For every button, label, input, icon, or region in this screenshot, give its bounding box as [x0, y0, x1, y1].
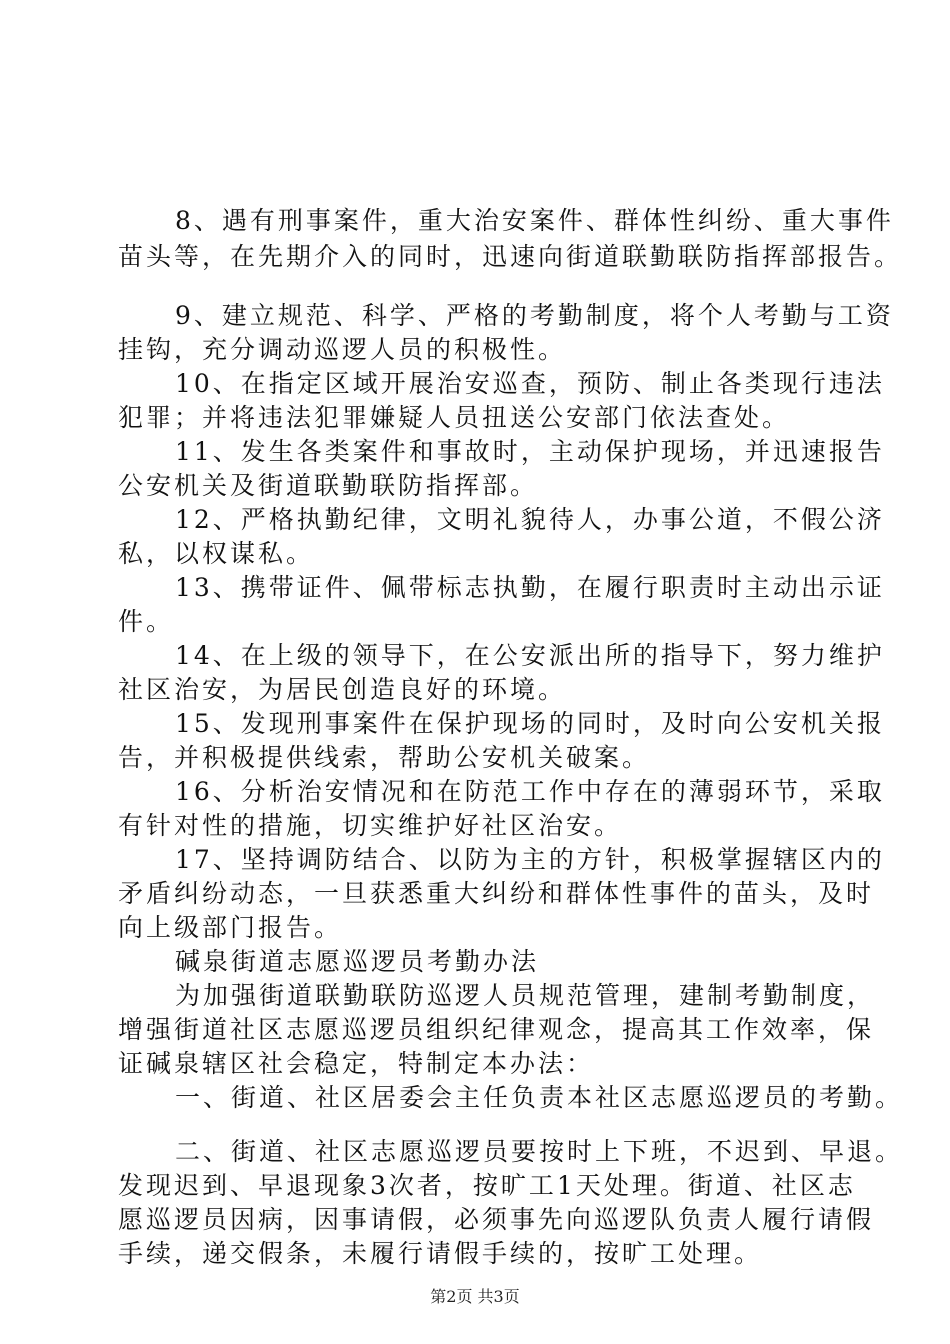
paragraph-line: 社区治安，为居民创造良好的环境。	[118, 675, 567, 704]
paragraph-line: 挂钩，充分调动巡逻人员的积极性。	[118, 335, 567, 364]
paragraph-line: 向上级部门报告。	[118, 913, 343, 942]
paragraph-line: 一、街道、社区居委会主任负责本社区志愿巡逻员的考勤。	[175, 1083, 904, 1112]
paragraph-line: 11、发生各类案件和事故时，主动保护现场，并迅速报告	[175, 437, 885, 466]
paragraph-line: 17、坚持调防结合、以防为主的方针，积极掌握辖区内的	[175, 845, 885, 874]
paragraph-line: 13、携带证件、佩带标志执勤，在履行职责时主动出示证	[175, 573, 885, 602]
paragraph-line: 为加强街道联勤联防巡逻人员规范管理，建制考勤制度，	[175, 981, 876, 1010]
paragraph-line: 告，并积极提供线索，帮助公安机关破案。	[118, 743, 651, 772]
paragraph-line: 12、严格执勤纪律，文明礼貌待人，办事公道，不假公济	[175, 505, 885, 534]
section-title: 碱泉街道志愿巡逻员考勤办法	[175, 947, 540, 976]
paragraph-line: 件。	[118, 607, 175, 636]
paragraph-line: 犯罪；并将违法犯罪嫌疑人员扭送公安部门依法查处。	[118, 403, 791, 432]
page-number-footer: 第2页 共3页	[430, 1287, 520, 1306]
paragraph-line: 公安机关及街道联勤联防指挥部。	[118, 471, 539, 500]
paragraph-line: 证碱泉辖区社会稳定，特制定本办法：	[118, 1049, 595, 1078]
paragraph-line: 有针对性的措施，切实维护好社区治安。	[118, 811, 623, 840]
paragraph-line: 10、在指定区域开展治安巡查，预防、制止各类现行违法	[175, 369, 885, 398]
paragraph-line: 手续，递交假条，未履行请假手续的，按旷工处理。	[118, 1239, 763, 1268]
paragraph-line: 增强街道社区志愿巡逻员组织纪律观念，提高其工作效率，保	[118, 1015, 875, 1044]
paragraph-line: 二、街道、社区志愿巡逻员要按时上下班，不迟到、早退。	[175, 1137, 904, 1166]
paragraph-line: 苗头等，在先期介入的同时，迅速向街道联勤联防指挥部报告。	[118, 242, 903, 271]
paragraph-line: 发现迟到、早退现象3次者，按旷工1天处理。街道、社区志	[118, 1171, 856, 1200]
paragraph-line: 矛盾纠纷动态，一旦获悉重大纠纷和群体性事件的苗头，及时	[118, 879, 875, 908]
paragraph-line: 16、分析治安情况和在防范工作中存在的薄弱环节，采取	[175, 777, 885, 806]
paragraph-line: 15、发现刑事案件在保护现场的同时，及时向公安机关报	[175, 709, 885, 738]
paragraph-line: 9、建立规范、科学、严格的考勤制度，将个人考勤与工资	[175, 301, 894, 330]
paragraph-line: 14、在上级的领导下，在公安派出所的指导下，努力维护	[175, 641, 885, 670]
paragraph-line: 愿巡逻员因病，因事请假，必须事先向巡逻队负责人履行请假	[118, 1205, 875, 1234]
paragraph-line: 私，以权谋私。	[118, 539, 315, 568]
paragraph-line: 8、遇有刑事案件，重大治安案件、群体性纠纷、重大事件	[175, 206, 894, 235]
